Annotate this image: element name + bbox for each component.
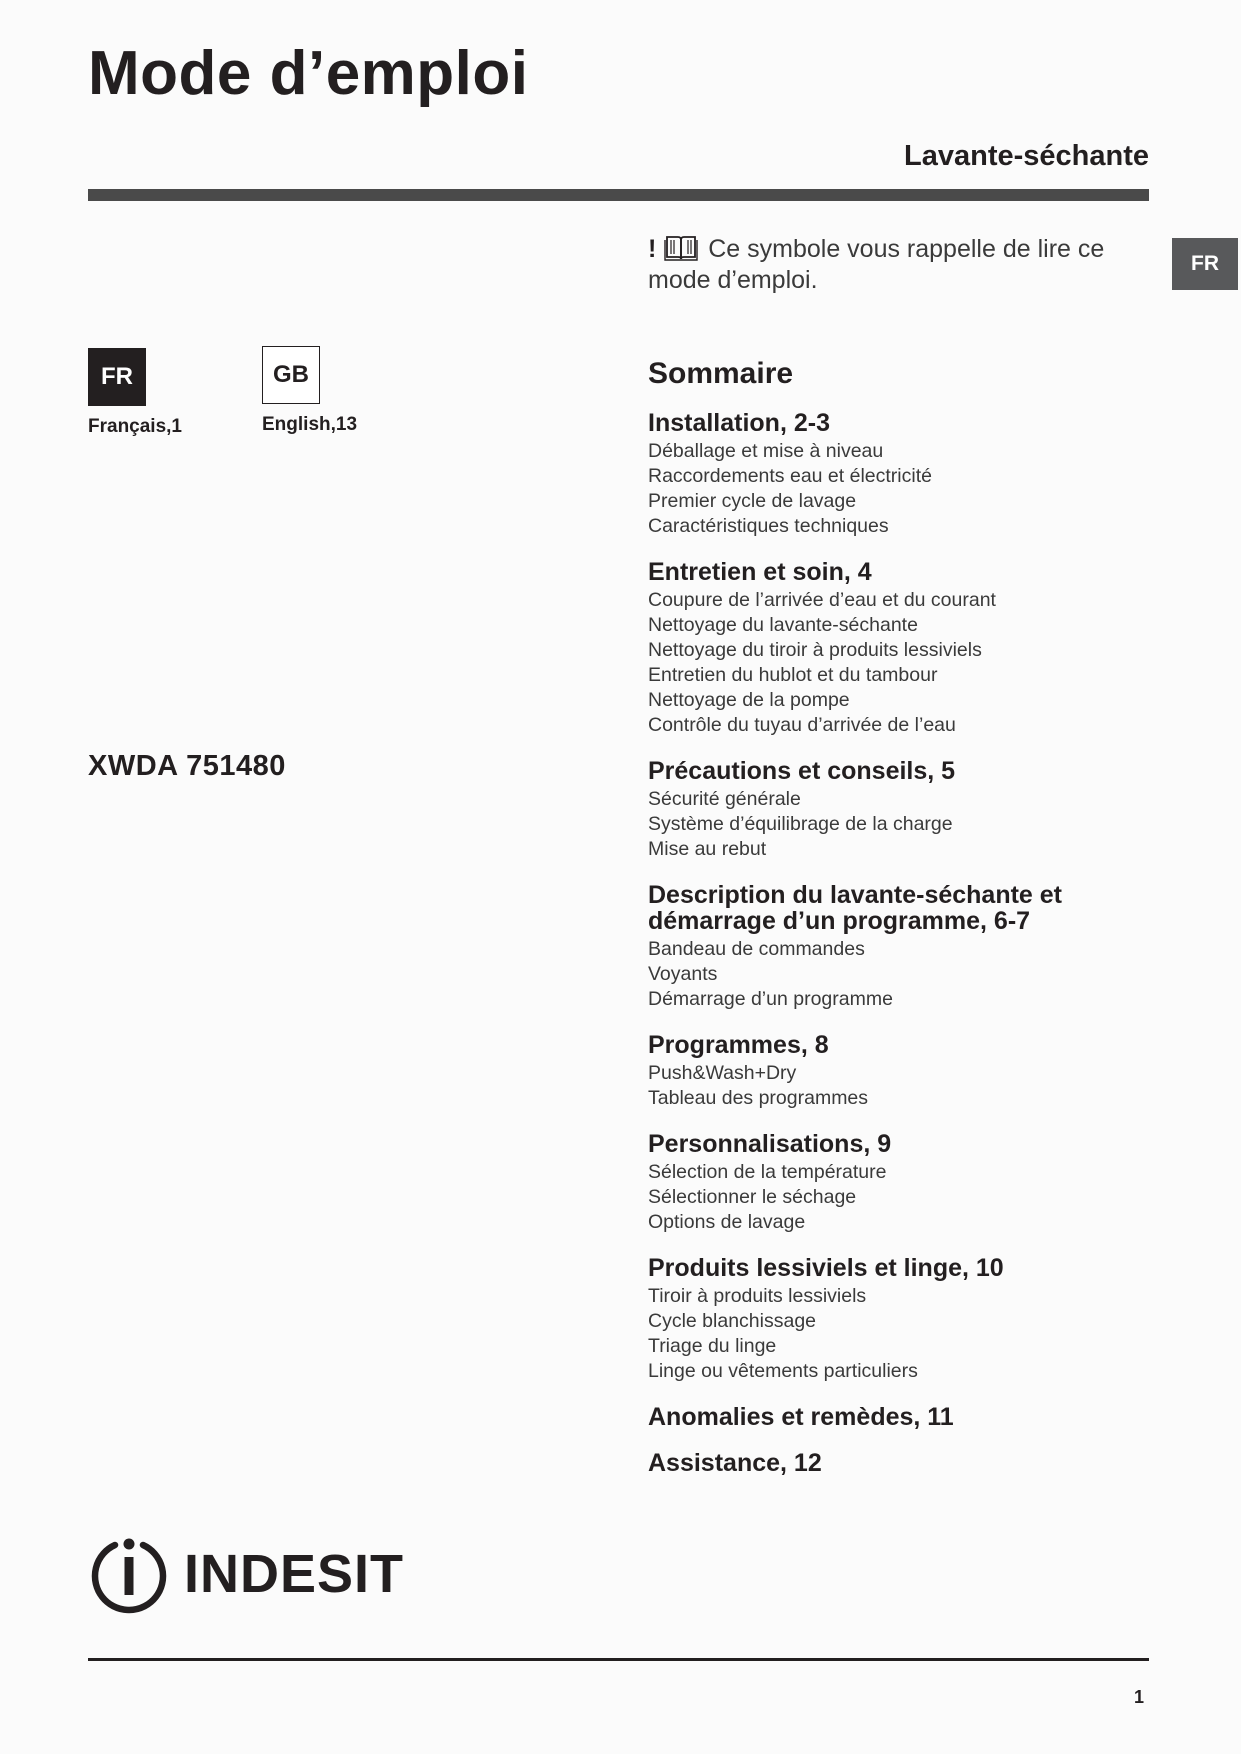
toc-item[interactable]: Démarrage d’un programme <box>648 988 893 1010</box>
language-fr[interactable] <box>88 348 182 438</box>
toc-heading: Sommaire <box>648 357 794 390</box>
toc-section-title[interactable]: Entretien et soin, 4 <box>648 558 872 586</box>
product-type: Lavante-séchante <box>904 140 1149 172</box>
toc-section <box>648 559 1168 738</box>
toc-section-title[interactable]: Produits lessiviels et linge, 10 <box>648 1254 1004 1282</box>
toc-item[interactable]: Cycle blanchissage <box>648 1310 817 1332</box>
brand-name: INDESIT <box>184 1544 405 1604</box>
toc-section <box>648 1131 1168 1235</box>
toc-item[interactable]: Sécurité générale <box>648 788 801 810</box>
toc-item[interactable]: Coupure de l’arrivée d’eau et du courant <box>648 589 996 611</box>
toc-section-title[interactable]: Description du lavante-séchante et démarrage d’un programme, 6-7 <box>648 881 1063 935</box>
model-number: XWDA 751480 <box>88 750 286 782</box>
indesit-logo-icon <box>88 1533 170 1615</box>
toc-item[interactable]: Bandeau de commandes <box>648 938 865 960</box>
language-label-gb: English,13 <box>262 414 358 435</box>
toc-item[interactable]: Voyants <box>648 963 718 985</box>
toc-section <box>648 1450 1168 1476</box>
toc-section <box>648 1032 1168 1111</box>
page-title: Mode d’emploi <box>88 39 529 108</box>
toc-item[interactable]: Nettoyage de la pompe <box>648 689 850 711</box>
page-number: 1 <box>1133 1687 1144 1707</box>
toc-item[interactable]: Linge ou vêtements particuliers <box>648 1360 918 1382</box>
toc-section <box>648 882 1168 1012</box>
toc-item[interactable]: Nettoyage du tiroir à produits lessiviels <box>648 639 982 661</box>
toc-item[interactable]: Push&Wash+Dry <box>648 1062 797 1084</box>
toc-item[interactable]: Caractéristiques techniques <box>648 515 889 537</box>
toc-item[interactable]: Triage du linge <box>648 1335 777 1357</box>
toc-item[interactable]: Sélection de la température <box>648 1161 887 1183</box>
toc-item[interactable]: Entretien du hublot et du tambour <box>648 664 938 686</box>
language-code-gb: GB <box>262 346 320 404</box>
header-rule <box>88 189 1149 201</box>
toc-section <box>648 1255 1168 1384</box>
language-code-fr: FR <box>88 348 146 406</box>
toc-section-title[interactable]: Installation, 2-3 <box>648 409 830 437</box>
warning-mark: ! <box>648 235 657 263</box>
toc-item[interactable]: Options de lavage <box>648 1211 806 1233</box>
toc-section-title[interactable]: Personnalisations, 9 <box>648 1130 892 1158</box>
language-gb[interactable] <box>262 346 357 436</box>
toc-section-title[interactable]: Anomalies et remèdes, 11 <box>648 1403 954 1431</box>
table-of-contents <box>648 357 1168 1496</box>
toc-item[interactable]: Raccordements eau et électricité <box>648 465 932 487</box>
notice-text: Ce symbole vous rappelle de lire ce mode d’emploi. <box>648 235 1105 294</box>
toc-section <box>648 758 1168 862</box>
language-tab: FR <box>1172 238 1238 290</box>
brand-logo <box>88 1533 404 1615</box>
toc-item[interactable]: Sélectionner le séchage <box>648 1186 857 1208</box>
toc-item[interactable]: Contrôle du tuyau d’arrivée de l’eau <box>648 714 956 736</box>
toc-section-title[interactable]: Assistance, 12 <box>648 1449 822 1477</box>
toc-item[interactable]: Mise au rebut <box>648 838 767 860</box>
toc-item[interactable]: Nettoyage du lavante-séchante <box>648 614 918 636</box>
toc-item[interactable]: Premier cycle de lavage <box>648 490 857 512</box>
toc-section <box>648 410 1168 539</box>
read-manual-notice <box>648 234 1158 296</box>
footer-rule <box>88 1658 1149 1661</box>
language-label-fr: Français,1 <box>88 416 182 437</box>
toc-item[interactable]: Déballage et mise à niveau <box>648 440 884 462</box>
toc-section-title[interactable]: Programmes, 8 <box>648 1031 829 1059</box>
book-icon <box>664 234 698 262</box>
toc-item[interactable]: Tableau des programmes <box>648 1087 869 1109</box>
toc-section-title[interactable]: Précautions et conseils, 5 <box>648 757 956 785</box>
toc-item[interactable]: Tiroir à produits lessiviels <box>648 1285 867 1307</box>
toc-section <box>648 1404 1168 1430</box>
toc-item[interactable]: Système d’équilibrage de la charge <box>648 813 953 835</box>
